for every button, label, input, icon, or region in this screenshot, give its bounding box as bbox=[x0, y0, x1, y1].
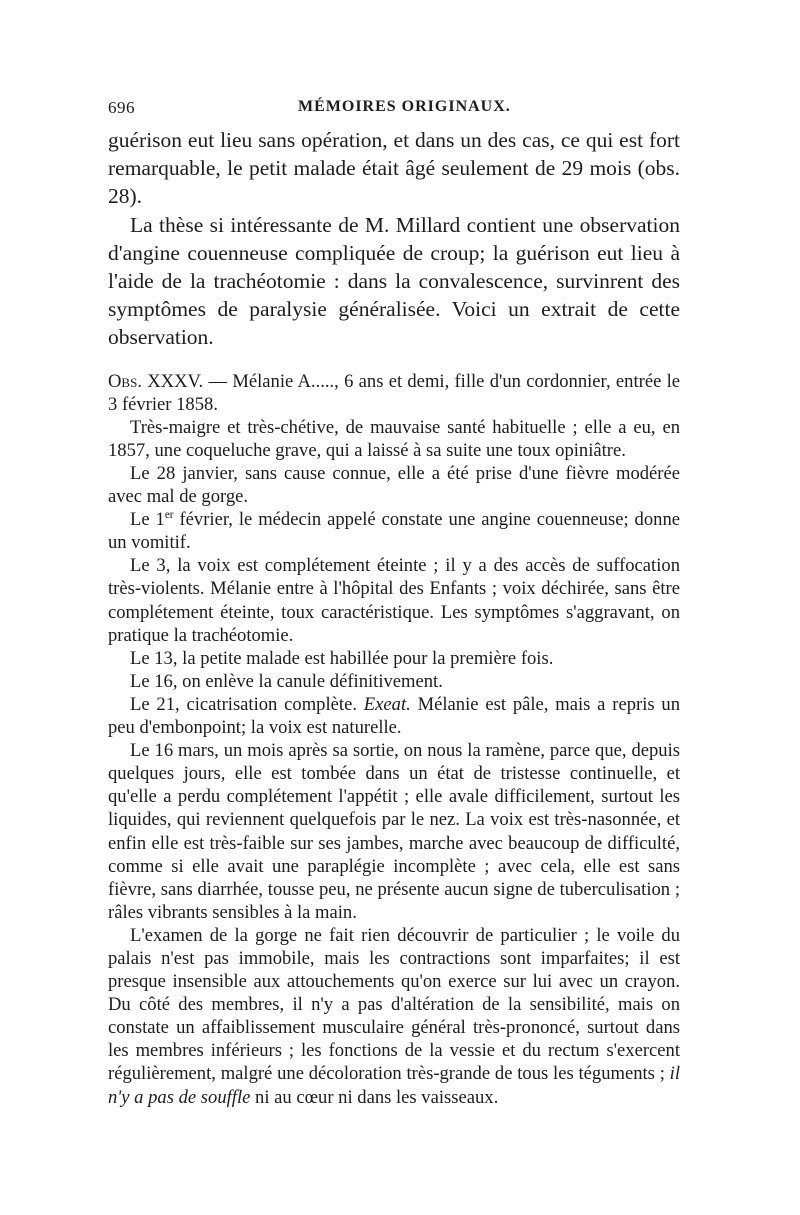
observation-patient: — Mélanie A....., 6 ans et demi, fille d'un cordonnier, entrée le 3 février 1858. bbox=[108, 370, 681, 415]
observation-feb-1: Le 1er février, le médecin appelé constate une angine couenneuse; donne un vomitif. bbox=[108, 509, 681, 554]
observation-throat-exam: L'examen de la gorge ne fait rien découvrir de particulier ; le voile du palais n'est pas immobile, mais les contractions sont imparfaites; il est presque insensible aux attouchements qu'on exerce sur lui avec un crayon. Du côté des membres, il n'y a pas d'altération de la sensibilité, mais on constate un affaiblissement musculaire général très-prononcé, surtout dans les membres inférieurs ; les fonctions de la vessie et du rectum s'exercent régulièrement, malgré une décoloration très-grande de tous les téguments ; il n'y a pas de souffle ni au cœur ni dans les vaisseaux. bbox=[108, 924, 680, 1108]
observation-feb-3: Le 3, la voix est complétement éteinte ; il y a des accès de suffocation très-violents. Mélanie entre à l'hôpital des Enfants ; voix déchirée, sans être complétement éteinte, toux caractéristique. Les symptômes s'aggravant, on pratique la trachéotomie. bbox=[108, 555, 680, 646]
observation-mar-16: Le 16 mars, un mois après sa sortie, on nous la ramène, parce que, depuis quelques jours, elle est tombée dans un état de tristesse continuelle, et qu'elle a perdu complétement l'appétit ; elle avale difficilement, surtout les liquides, qui reviennent quelquefois par le nez. La voix est très-nasonnée, et enfin elle est très-faible sur ses jambes, marche avec beaucoup de difficulté, comme si elle avait une paraplégie incomplète ; avec cela, elle est sans fièvre, sans diarrhée, tousse peu, ne présente aucun signe de tuberculisation ; râles vibrants sensibles à la main. bbox=[108, 740, 680, 923]
observation-feb-16: Le 16, on enlève la canule définitivement. bbox=[130, 670, 443, 692]
page-header bbox=[108, 98, 680, 126]
observation-history: Très-maigre et très-chétive, de mauvaise santé habituelle ; elle a eu, en 1857, une coqueluche grave, qui a laissé à sa suite une toux opiniâtre. bbox=[108, 416, 680, 461]
intro-section bbox=[108, 126, 680, 352]
intro-paragraph-millard: La thèse si intéressante de M. Millard contient une observation d'angine couenneuse compliquée de croup; la guérison eut lieu à l'aide de la trachéotomie : dans la convalescence, survinrent des symptômes de paralysie généralisée. Voici un extrait de cette observation. bbox=[108, 212, 680, 350]
observation-intro bbox=[108, 370, 680, 416]
intro-paragraph-continuation: guérison eut lieu sans opération, et dans un des cas, ce qui est fort remarquable, le petit malade était âgé seulement de 29 mois (obs. 28). bbox=[108, 128, 680, 209]
observation-jan-28: Le 28 janvier, sans cause connue, elle a été prise d'une fièvre modérée avec mal de gorge. bbox=[108, 463, 680, 508]
document-page bbox=[108, 98, 680, 1109]
observation-feb-21: Le 21, cicatrisation complète. Exeat. Mélanie est pâle, mais a repris un peu d'embonpoint; la voix est naturelle. bbox=[108, 693, 681, 739]
page-number: 696 bbox=[108, 98, 135, 117]
no-murmur-note: il n'y a pas de souffle bbox=[108, 1063, 680, 1108]
observation-label: Obs. XXXV. bbox=[108, 370, 204, 392]
observation-xxxv bbox=[108, 370, 680, 1109]
exeat-term: Exeat. bbox=[363, 693, 411, 715]
observation-feb-13: Le 13, la petite malade est habillée pour la première fois. bbox=[130, 647, 554, 669]
running-head: MÉMOIRES ORIGINAUX. bbox=[298, 98, 511, 115]
